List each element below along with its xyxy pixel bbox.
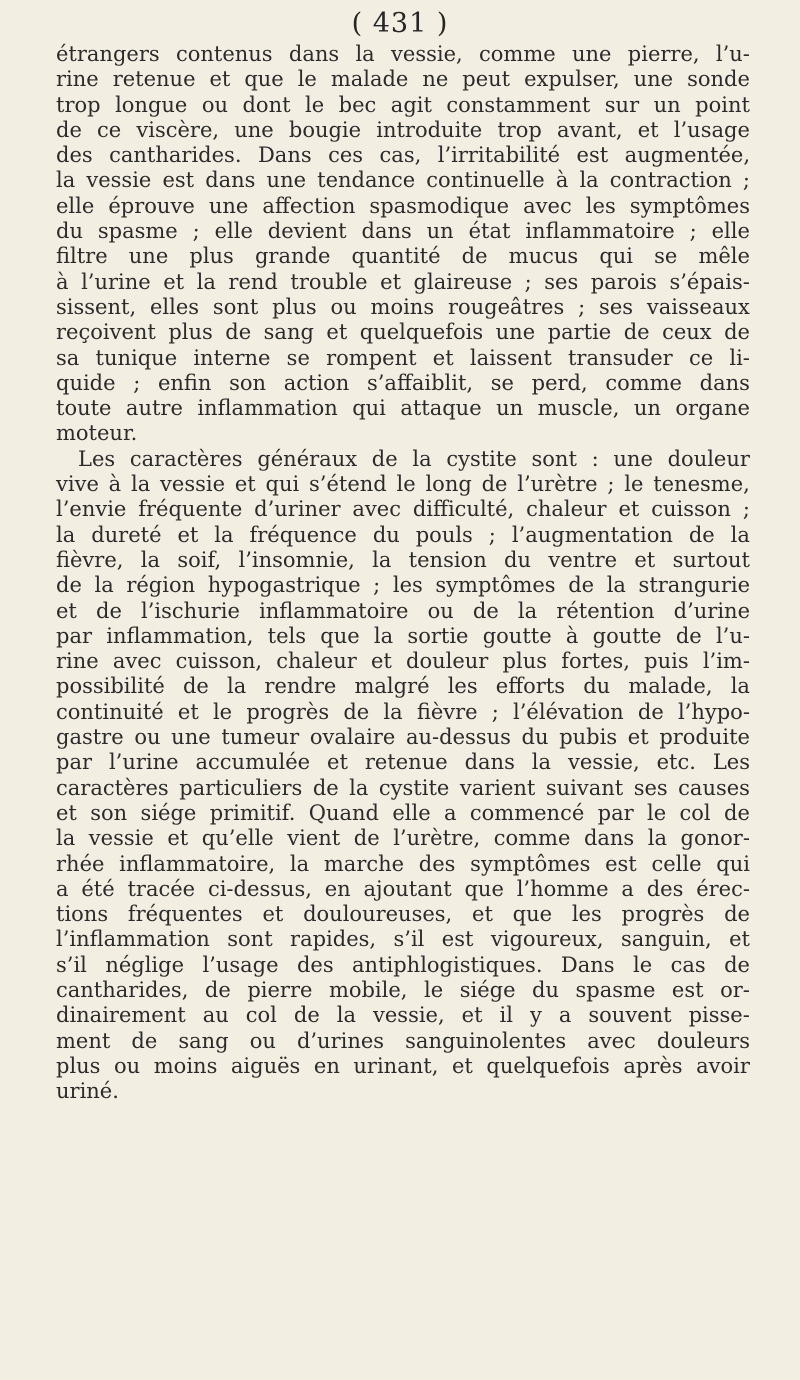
text-line: rine retenue et que le malade ne peut expulser, une sonde [56,67,750,92]
text-line: s’il néglige l’usage des antiphlogistiques. Dans le cas de [56,952,750,977]
text-line: tions fréquentes et douloureuses, et que les progrès de [56,902,750,927]
text-line: ment de sang ou d’urines sanguinolentes avec douleurs [56,1028,750,1053]
text-line: possibilité de la rendre malgré les efforts du malade, la [56,674,750,699]
text-line: du spasme ; elle devient dans un état inflammatoire ; elle [56,219,750,244]
text-line: Les caractères généraux de la cystite sont : une douleur [78,446,750,471]
text-line: de la région hypogastrique ; les symptômes de la strangurie [56,573,750,598]
text-line: reçoivent plus de sang et quelquefois une partie de ceux de [56,320,750,345]
text-line: moteur. [56,421,138,446]
text-line: la vessie est dans une tendance continuelle à la contraction ; [56,168,750,193]
paragraph [56,447,750,1105]
text-line: filtre une plus grande quantité de mucus qui se mêle [56,244,750,269]
text-line: toute autre inflammation qui attaque un muscle, un organe [56,396,750,421]
text-line: fièvre, la soif, l’insomnie, la tension du ventre et surtout [56,547,750,572]
page-number: ( 431 ) [351,8,449,39]
text-line: trop longue ou dont le bec agit constamment sur un point [56,92,750,117]
text-line: la vessie et qu’elle vient de l’urètre, comme dans la gonor- [56,826,750,851]
text-line: par inflammation, tels que la sortie goutte à goutte de l’u- [56,623,750,648]
text-line: de ce viscère, une bougie introduite trop avant, et l’usage [56,117,750,142]
text-line: l’envie fréquente d’uriner avec difficulté, chaleur et cuisson ; [56,497,750,522]
text-line: rhée inflammatoire, la marche des symptômes est celle qui [56,851,750,876]
text-line: cantharides, de pierre mobile, le siége du spasme est or- [56,977,750,1002]
paragraph [56,42,750,447]
body-text [56,42,750,1104]
text-line: vive à la vessie et qui s’étend le long de l’urètre ; le tenesme, [56,472,750,497]
text-line: a été tracée ci-dessus, en ajoutant que l’homme a des érec- [56,876,750,901]
text-line: sa tunique interne se rompent et laissent transuder ce li- [56,345,750,370]
text-line: quide ; enfin son action s’affaiblit, se perd, comme dans [56,370,750,395]
text-line: uriné. [56,1079,119,1104]
text-line: à l’urine et la rend trouble et glaireuse ; ses parois s’épais- [56,269,750,294]
text-line: gastre ou une tumeur ovalaire au-dessus du pubis et produite [56,725,750,750]
text-line: dinairement au col de la vessie, et il y a souvent pisse- [56,1003,750,1028]
text-line: rine avec cuisson, chaleur et douleur plus fortes, puis l’im- [56,649,750,674]
text-line: continuité et le progrès de la fièvre ; l’élévation de l’hypo- [56,699,750,724]
text-line: plus ou moins aiguës en urinant, et quelquefois après avoir [56,1053,750,1078]
text-line: et de l’ischurie inflammatoire ou de la rétention d’urine [56,598,750,623]
text-line: des cantharides. Dans ces cas, l’irritabilité est augmentée, [56,143,750,168]
text-line: sissent, elles sont plus ou moins rougeâtres ; ses vaisseaux [56,294,750,319]
text-line: la dureté et la fréquence du pouls ; l’augmentation de la [56,522,750,547]
text-line: l’inflammation sont rapides, s’il est vigoureux, sanguin, et [56,927,750,952]
text-line: et son siége primitif. Quand elle a commencé par le col de [56,800,750,825]
text-line: étrangers contenus dans la vessie, comme une pierre, l’u- [56,42,750,66]
text-line: caractères particuliers de la cystite varient suivant ses causes [56,775,750,800]
text-line: par l’urine accumulée et retenue dans la vessie, etc. Les [56,750,750,775]
text-line: elle éprouve une affection spasmodique avec les symptômes [56,193,750,218]
